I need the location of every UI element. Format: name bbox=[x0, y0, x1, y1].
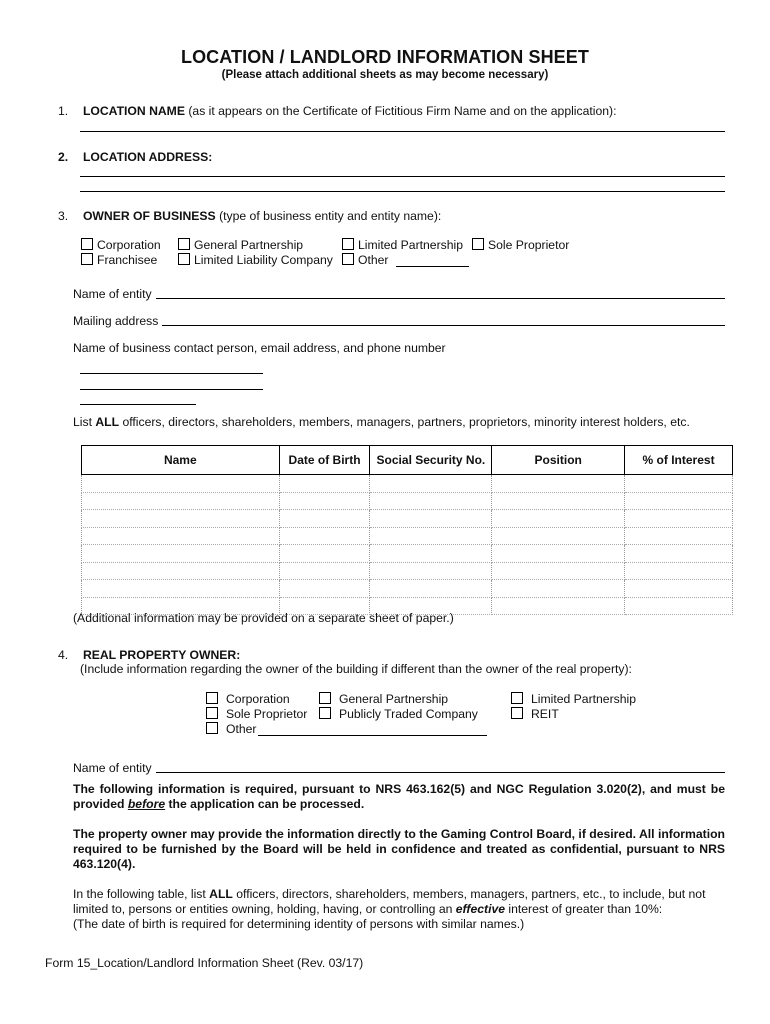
checkbox-icon[interactable] bbox=[178, 238, 190, 250]
form-title: LOCATION / LANDLORD INFORMATION SHEET bbox=[180, 47, 589, 67]
checkbox-icon[interactable] bbox=[81, 253, 93, 265]
option-llc[interactable] bbox=[178, 253, 333, 267]
section-4-heading: REAL PROPERTY OWNER: bbox=[82, 648, 241, 662]
form-subtitle: (Please attach additional sheets as may become necessary) bbox=[221, 69, 549, 81]
contact-email-field[interactable] bbox=[80, 389, 263, 390]
section-1-number: 1. bbox=[58, 104, 69, 118]
officers-table bbox=[81, 445, 733, 615]
rp-name-of-entity-field[interactable] bbox=[156, 772, 725, 773]
table-row[interactable] bbox=[82, 510, 733, 528]
contact-name-field[interactable] bbox=[80, 373, 263, 374]
officers-list-instruction bbox=[73, 415, 690, 429]
option-label: Corporation bbox=[226, 692, 290, 706]
checkbox-icon[interactable] bbox=[342, 238, 354, 250]
checkbox-icon[interactable] bbox=[206, 707, 218, 719]
section-1-note: (as it appears on the Certificate of Fictitious Firm Name and on the application): bbox=[188, 104, 617, 118]
header-position: Position bbox=[492, 446, 625, 475]
checkbox-icon[interactable] bbox=[319, 707, 331, 719]
option-limited-partnership[interactable] bbox=[342, 238, 463, 252]
section-3-heading: OWNER OF BUSINESS bbox=[82, 209, 216, 223]
option-label: Other bbox=[226, 722, 257, 736]
intro-text: In the following table, list bbox=[73, 887, 210, 901]
option-label: Sole Proprietor bbox=[226, 707, 308, 721]
option-label: Limited Liability Company bbox=[194, 253, 333, 267]
option-label: Other bbox=[358, 253, 389, 267]
name-of-entity-field[interactable] bbox=[156, 298, 725, 299]
rp-option-publicly-traded[interactable] bbox=[319, 707, 478, 721]
section-2-number: 2. bbox=[58, 150, 69, 164]
checkbox-icon[interactable] bbox=[511, 692, 523, 704]
table-row[interactable] bbox=[82, 492, 733, 510]
instruction-emphasis: ALL bbox=[95, 415, 120, 429]
contact-person-label: Name of business contact person, email address, and phone number bbox=[73, 341, 446, 355]
dob-note: (The date of birth is required for determining identity of persons with similar names.) bbox=[73, 917, 525, 931]
option-label: Publicly Traded Company bbox=[339, 707, 478, 721]
checkbox-icon[interactable] bbox=[206, 722, 218, 734]
table-row[interactable] bbox=[82, 475, 733, 493]
required-info-notice bbox=[73, 782, 725, 812]
rp-option-other[interactable] bbox=[206, 722, 256, 736]
header-interest: % of Interest bbox=[625, 446, 733, 475]
location-name-field[interactable] bbox=[80, 131, 725, 132]
option-other[interactable] bbox=[342, 253, 388, 267]
rp-option-limited-partnership[interactable] bbox=[511, 692, 636, 706]
header-name: Name bbox=[82, 446, 280, 475]
section-4-number: 4. bbox=[58, 648, 69, 662]
name-of-entity-label: Name of entity bbox=[73, 287, 152, 301]
section-2-heading: LOCATION ADDRESS: bbox=[82, 150, 213, 164]
section-4-label bbox=[58, 648, 240, 662]
notice-text: The following information is required, pursuant to NRS 463.162(5) and NGC Regulation 3.020(2), and must be provided bbox=[73, 782, 725, 811]
confidentiality-notice: The property owner may provide the information directly to the Gaming Control Board, if desired. All information required to be furnished by the Board will be held in confidence and treated as confidential, pursuant to NRS 463.120(4). bbox=[73, 827, 725, 871]
checkbox-icon[interactable] bbox=[81, 238, 93, 250]
option-label: Sole Proprietor bbox=[488, 238, 570, 252]
option-corporation[interactable] bbox=[81, 238, 161, 252]
form-footer: Form 15_Location/Landlord Information Sheet (Rev. 03/17) bbox=[45, 956, 364, 970]
rp-other-field[interactable] bbox=[258, 735, 487, 736]
rp-option-general-partnership[interactable] bbox=[319, 692, 448, 706]
location-address-field-2[interactable] bbox=[80, 191, 725, 192]
checkbox-icon[interactable] bbox=[319, 692, 331, 704]
table-row[interactable] bbox=[82, 527, 733, 545]
intro-emphasis: effective bbox=[455, 902, 506, 916]
section-4-note: (Include information regarding the owner of the building if different than the owner of the real property): bbox=[80, 662, 632, 676]
section-2-label bbox=[58, 150, 212, 164]
checkbox-icon[interactable] bbox=[342, 253, 354, 265]
table-row[interactable] bbox=[82, 562, 733, 580]
option-general-partnership[interactable] bbox=[178, 238, 303, 252]
option-label: General Partnership bbox=[194, 238, 304, 252]
option-label: REIT bbox=[531, 707, 559, 721]
section-1-label bbox=[58, 104, 616, 118]
mailing-address-field[interactable] bbox=[162, 325, 725, 326]
intro-emphasis: ALL bbox=[209, 887, 233, 901]
instruction-text: officers, directors, shareholders, members, managers, partners, proprietors, minority interest holders, etc. bbox=[119, 415, 690, 429]
notice-emphasis: before bbox=[127, 797, 166, 811]
option-label: Limited Partnership bbox=[358, 238, 463, 252]
mailing-address-label: Mailing address bbox=[73, 314, 159, 328]
intro-text: officers, directors, shareholders, members, managers, partners, etc., to include, but not limited to, persons or entities owning, holding, having, or controlling an bbox=[73, 887, 706, 916]
location-address-field-1[interactable] bbox=[80, 176, 725, 177]
header-dob: Date of Birth bbox=[279, 446, 370, 475]
option-franchisee[interactable] bbox=[81, 253, 157, 267]
other-entity-field[interactable] bbox=[396, 266, 469, 267]
checkbox-icon[interactable] bbox=[206, 692, 218, 704]
notice-text: the application can be processed. bbox=[165, 797, 365, 811]
table-row[interactable] bbox=[82, 545, 733, 563]
rp-option-sole-proprietor[interactable] bbox=[206, 707, 307, 721]
option-label: General Partnership bbox=[339, 692, 449, 706]
section-3-note: (type of business entity and entity name): bbox=[219, 209, 442, 223]
header-ssn: Social Security No. bbox=[370, 446, 492, 475]
instruction-text: List bbox=[73, 415, 96, 429]
table-intro-paragraph bbox=[73, 887, 725, 932]
option-label: Corporation bbox=[97, 238, 161, 252]
rp-option-reit[interactable] bbox=[511, 707, 559, 721]
rp-option-corporation[interactable] bbox=[206, 692, 290, 706]
option-sole-proprietor[interactable] bbox=[472, 238, 569, 252]
table-header-row bbox=[82, 446, 733, 475]
option-label: Limited Partnership bbox=[531, 692, 636, 706]
section-3-label bbox=[58, 209, 441, 223]
section-3-number: 3. bbox=[58, 209, 69, 223]
additional-info-note: (Additional information may be provided on a separate sheet of paper.) bbox=[73, 611, 454, 625]
checkbox-icon[interactable] bbox=[472, 238, 484, 250]
checkbox-icon[interactable] bbox=[511, 707, 523, 719]
option-label: Franchisee bbox=[97, 253, 158, 267]
section-1-heading: LOCATION NAME bbox=[82, 104, 185, 118]
intro-text: interest of greater than 10%: bbox=[505, 902, 663, 916]
table-row[interactable] bbox=[82, 580, 733, 598]
checkbox-icon[interactable] bbox=[178, 253, 190, 265]
contact-phone-field[interactable] bbox=[80, 404, 196, 405]
rp-name-of-entity-label: Name of entity bbox=[73, 761, 152, 775]
